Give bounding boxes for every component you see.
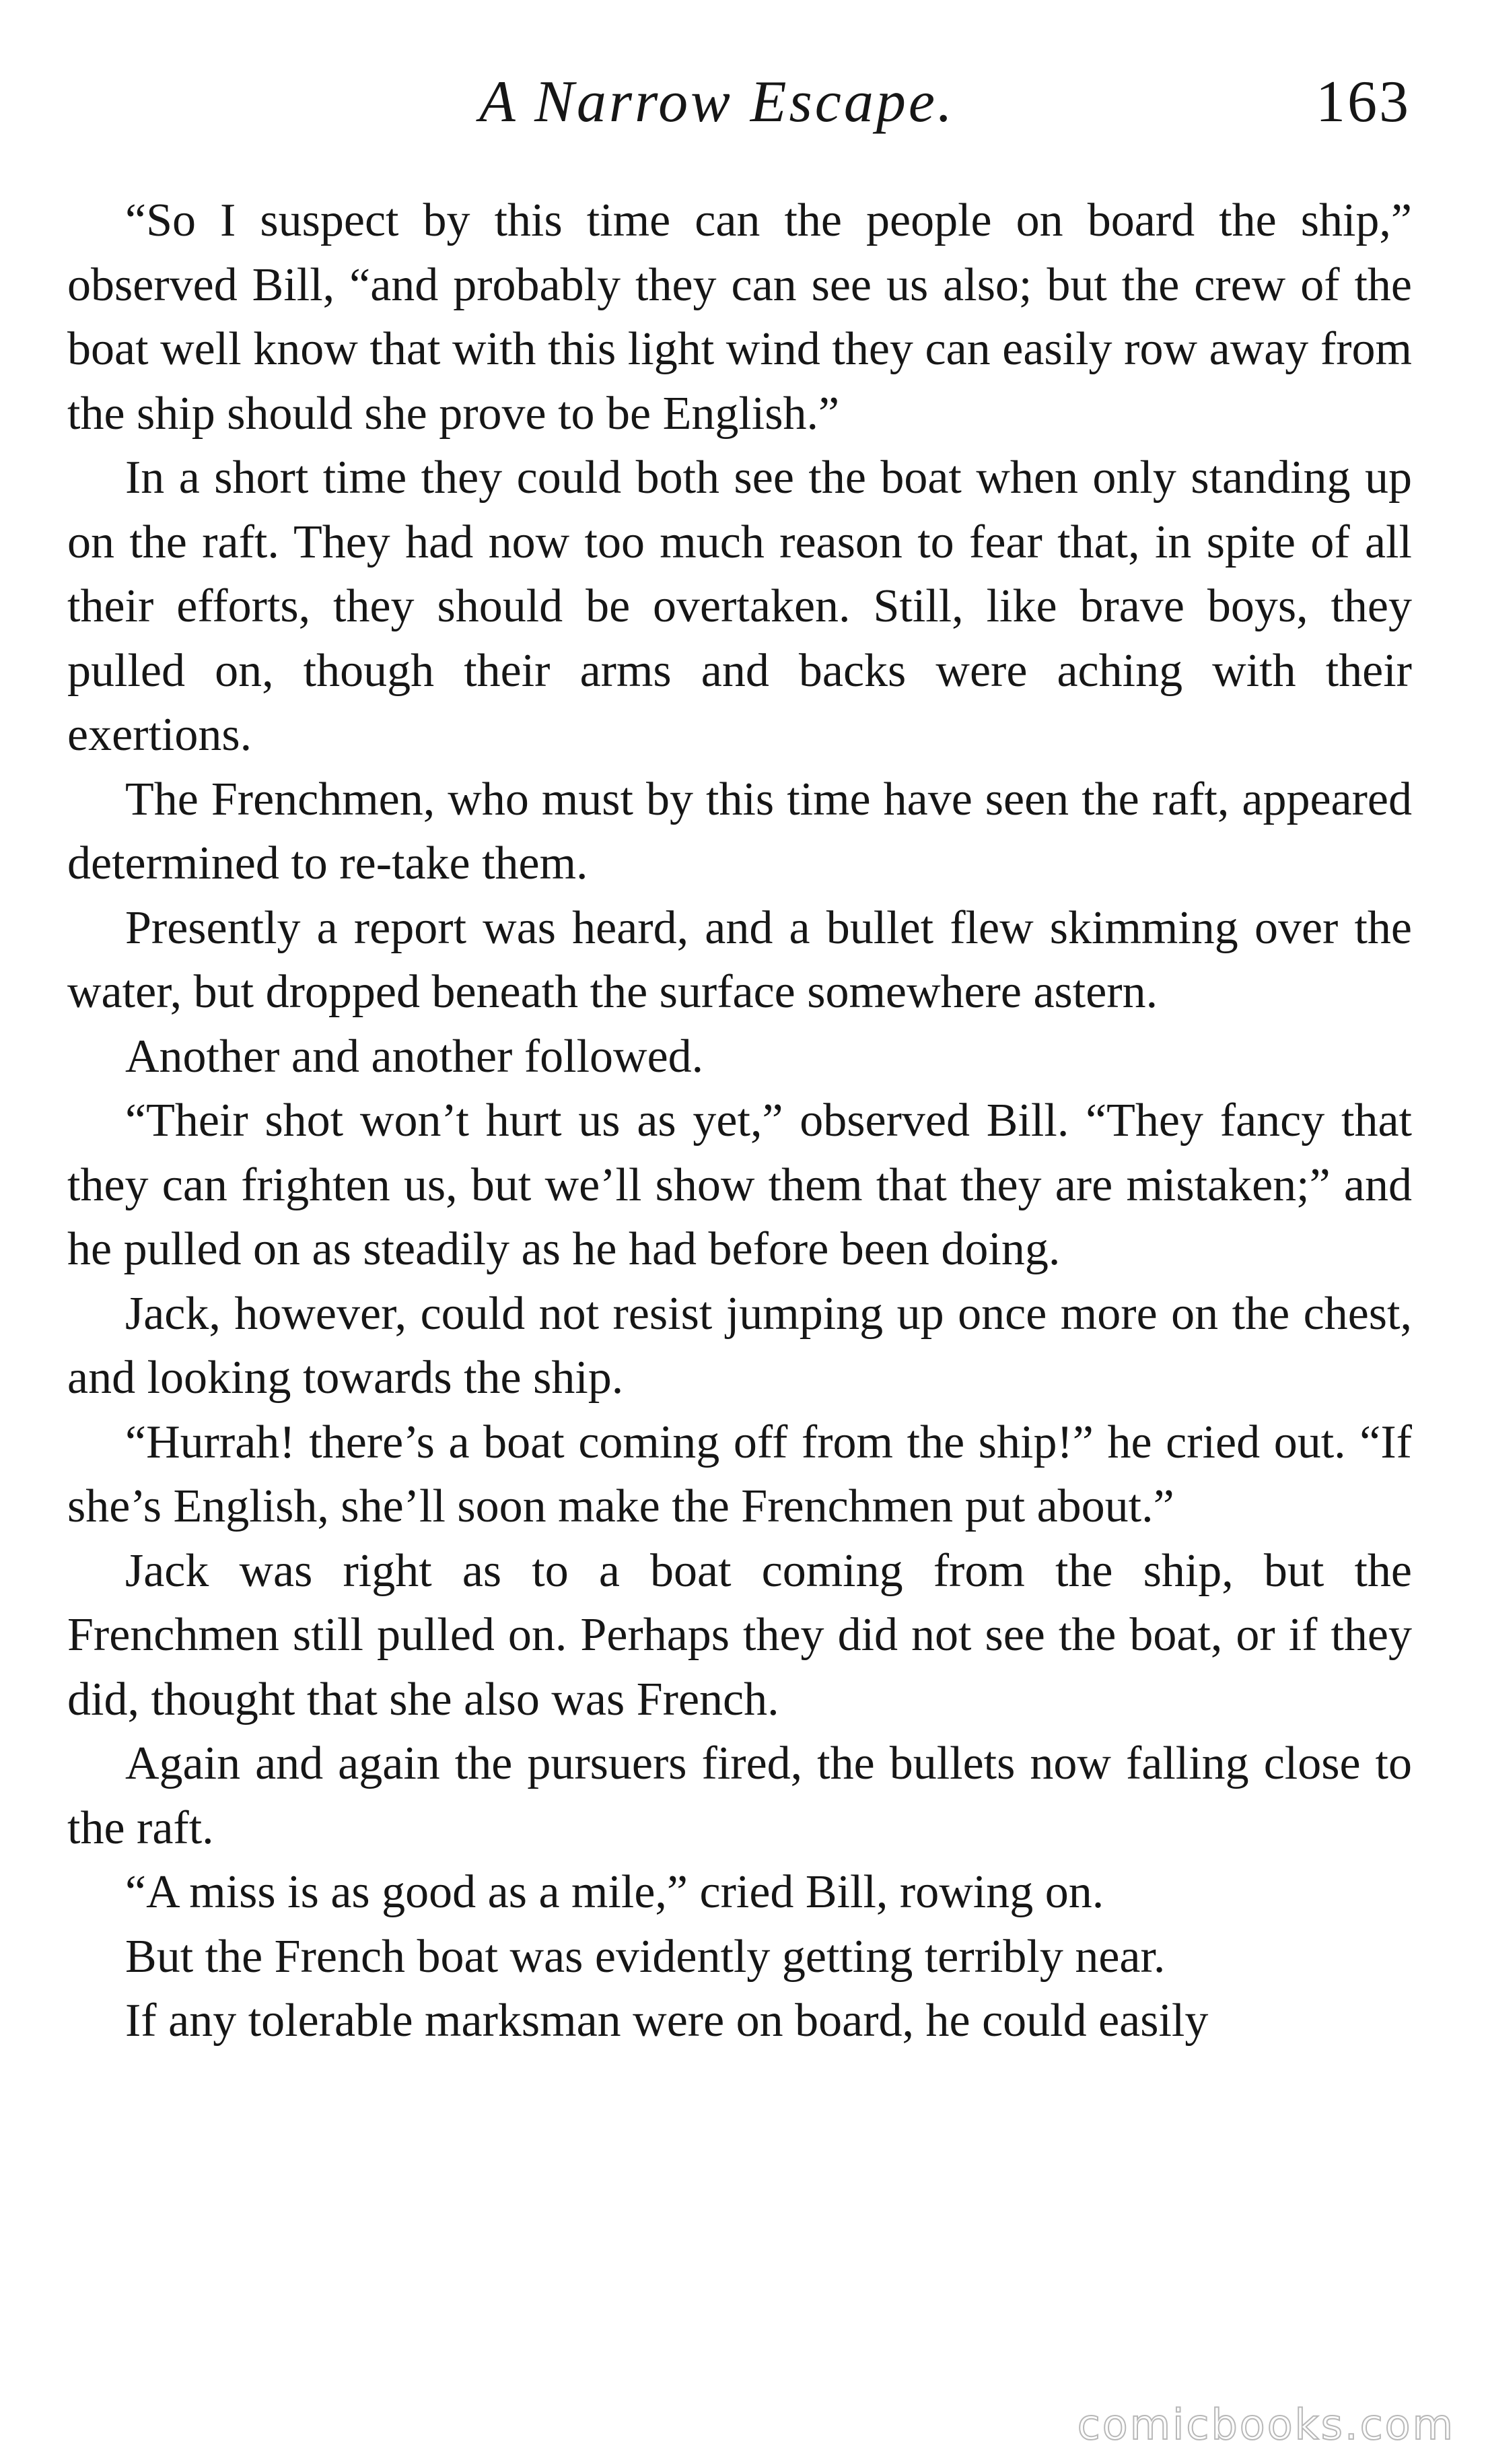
paragraph: “Their shot won’t hurt us as yet,” observed Bill. “They fancy that they can frighten us, but we’ll show them that they are mistaken;” and he pulled on as steadily as he had before been doing. <box>67 1095 1412 1275</box>
paragraph: Another and another followed. <box>125 1030 704 1083</box>
body-text <box>67 189 1412 2053</box>
paragraph: Jack, however, could not resist jumping up once more on the chest, and looking towards the ship. <box>67 1287 1412 1404</box>
paragraph: Presently a report was heard, and a bullet flew skimming over the water, but dropped beneath the surface somewhere astern. <box>67 901 1412 1018</box>
paragraph: “Hurrah! there’s a boat coming off from the ship!” he cried out. “If she’s English, she’ll soon make the Frenchmen put about.” <box>67 1416 1412 1532</box>
watermark: comicbooks.com <box>1077 2400 1455 2449</box>
running-head <box>0 62 1486 143</box>
chapter-title: A Narrow Escape. <box>479 69 955 135</box>
paragraph: Again and again the pursuers fired, the bullets now falling close to the raft. <box>67 1738 1412 1854</box>
paragraph: If any tolerable marksman were on board, he could easily <box>125 1995 1209 2047</box>
paragraph: In a short time they could both see the boat when only standing up on the raft. They had now too much reason to fear that, in spite of all their efforts, they should be overtaken. Still, like brave boys, they pulled on, though their arms and backs were aching with their exertions. <box>67 452 1412 761</box>
page-number: 163 <box>1316 69 1411 135</box>
paragraph: “So I suspect by this time can the people on board the ship,” observed Bill, “and probably they can see us also; but the crew of the boat well know that with this light wind they can easily row away from the ship should she prove to be English.” <box>67 195 1412 440</box>
paragraph: The Frenchmen, who must by this time have seen the raft, appeared determined to re-take them. <box>67 773 1412 889</box>
paragraph: But the French boat was evidently getting terribly near. <box>125 1930 1166 1983</box>
paragraph: “A miss is as good as a mile,” cried Bill, rowing on. <box>125 1866 1104 1918</box>
paragraph: Jack was right as to a boat coming from the ship, but the Frenchmen still pulled on. Perhaps they did not see the boat, or if they did, thought that she also was French. <box>67 1544 1412 1725</box>
